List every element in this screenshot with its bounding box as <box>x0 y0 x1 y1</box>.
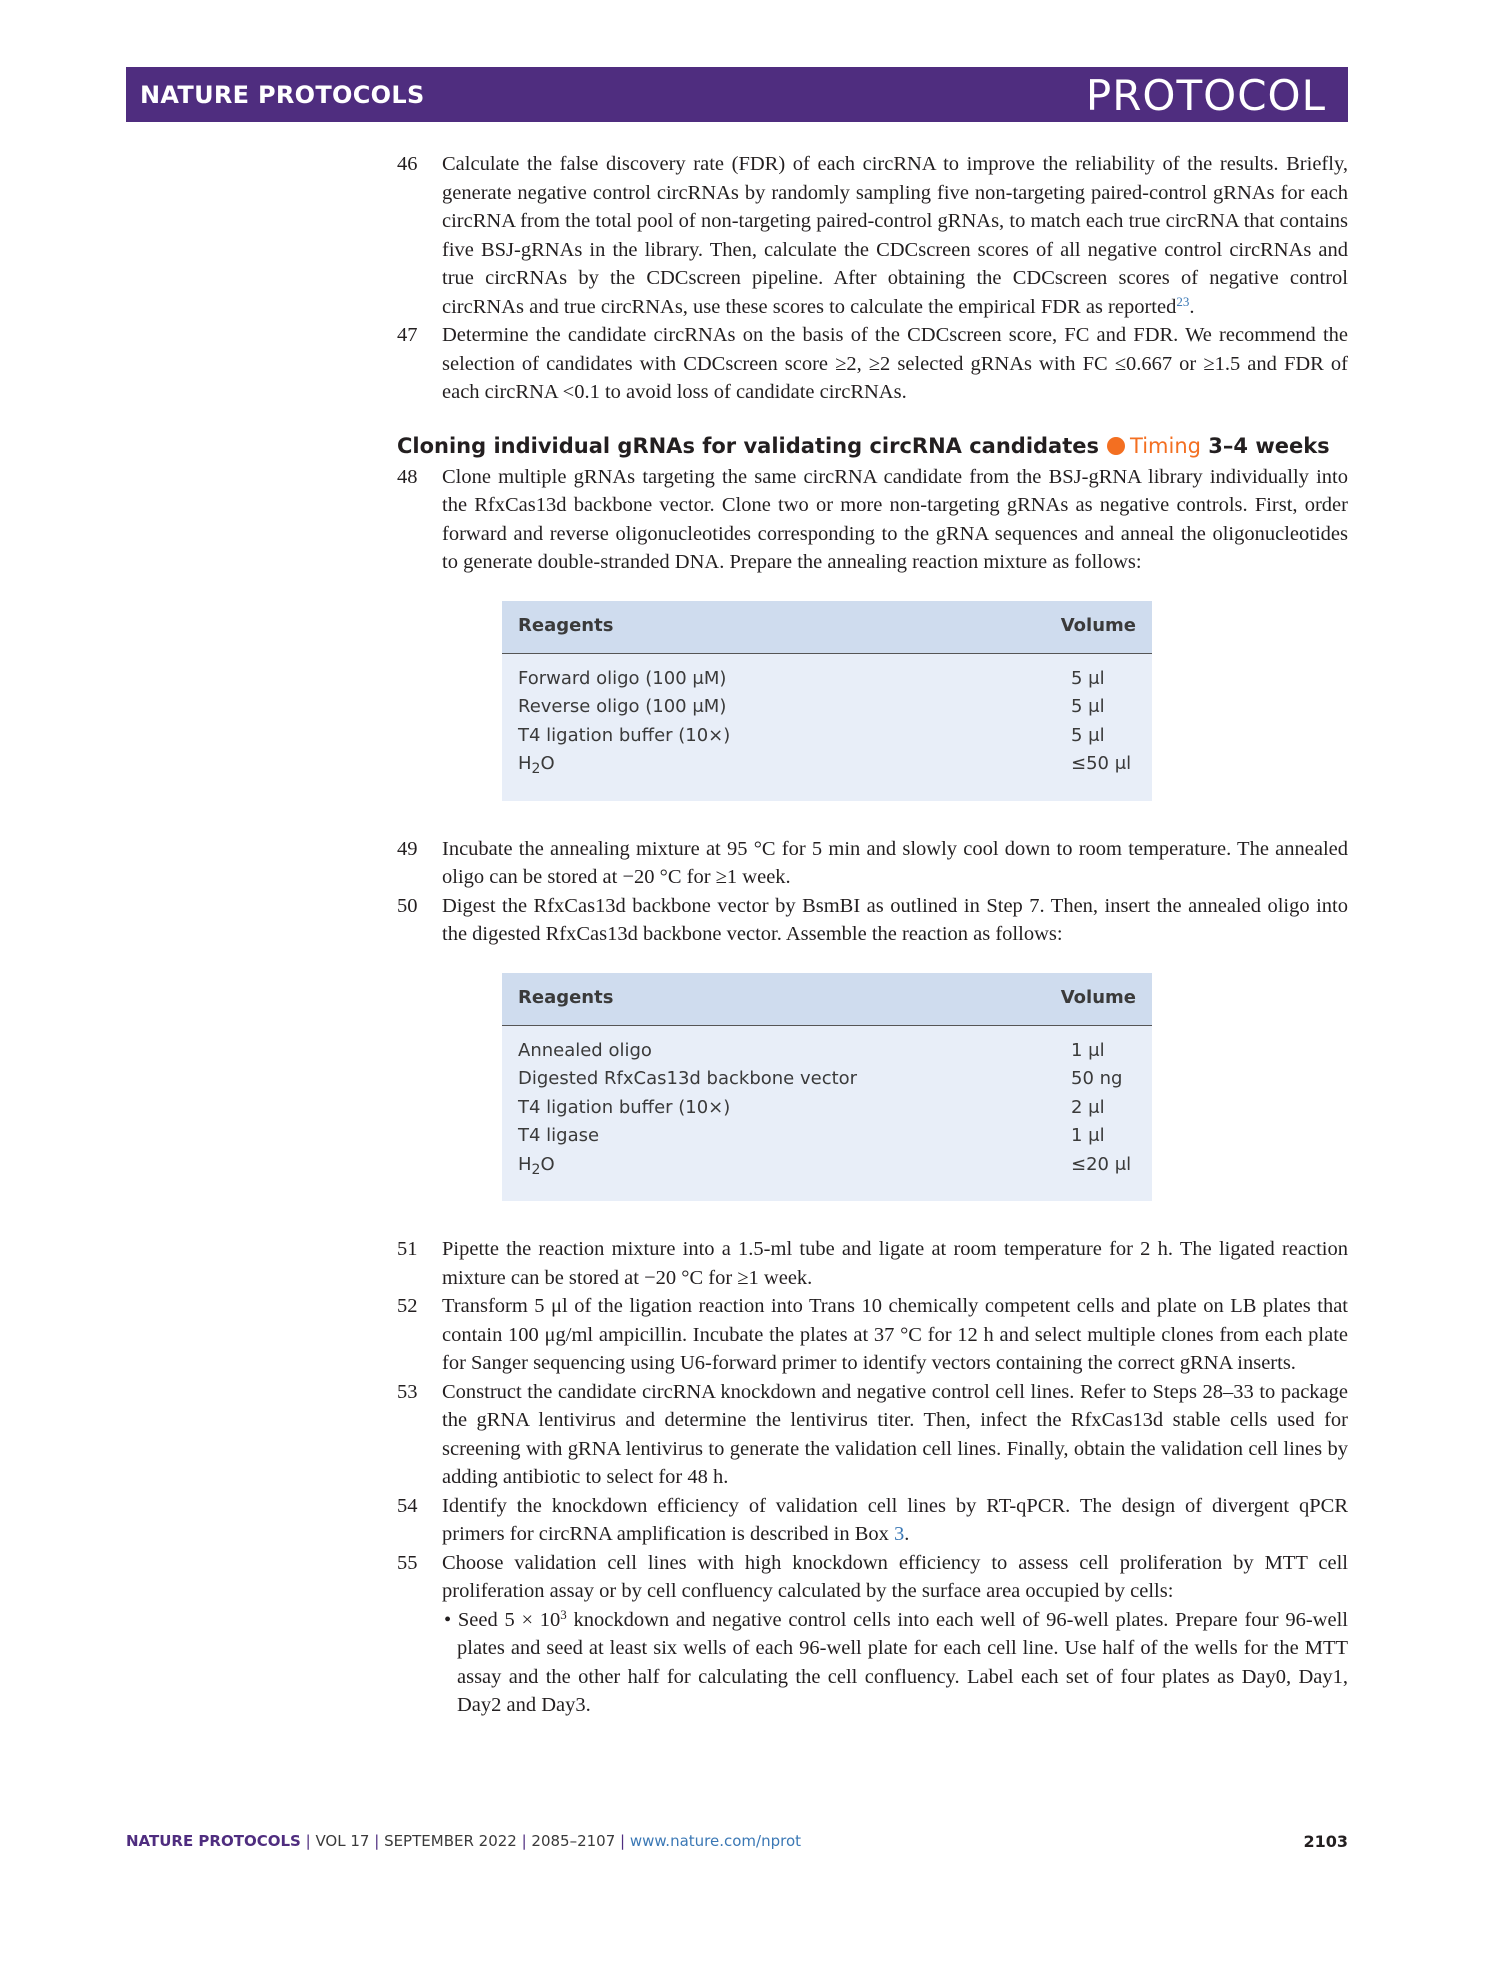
reagent-cell <box>518 750 555 779</box>
formula-tail: O <box>540 753 555 774</box>
step-text: Digest the RfxCas13d backbone vector by BsmBI as outlined in Step 7. Then, insert the annealed oligo into the digested RfxCas13d backbone vector. Assemble the reaction as follows: <box>442 894 1348 945</box>
page-footer: NATURE PROTOCOLS | VOL 17 | SEPTEMBER 2022 | 2085–2107 | www.nature.com/nprot 2103 <box>126 1832 1348 1851</box>
volume-cell: 1 μl <box>1071 1125 1105 1146</box>
footer-url-link[interactable]: www.nature.com/nprot <box>629 1832 802 1850</box>
step-number: 47 <box>397 324 418 346</box>
step-number: 48 <box>397 465 418 488</box>
table-row <box>518 1122 1136 1151</box>
reagent-cell: T4 ligation buffer (10×) <box>518 1096 731 1118</box>
step-number: 55 <box>397 1551 418 1574</box>
step-54 <box>397 1492 1348 1549</box>
column-header-volume: Volume <box>1060 987 1136 1009</box>
step-51 <box>397 1235 1348 1292</box>
bullet-text-post: knockdown and negative control cells into each well of 96-well plates. Prepare four 96-well plates and seed at least six wells of each 96-well plate for each cell line. Use half of the wells for the MTT assay and the other half for calculating the cell confluency. Label each set of four plates as Day0, Day1, Day2 and Day3. <box>457 1608 1348 1716</box>
step-number: 51 <box>397 1238 418 1260</box>
bullet-exponent: 3 <box>560 1606 567 1622</box>
step-49 <box>397 835 1348 892</box>
step-number: 52 <box>397 1295 418 1317</box>
annealing-reaction-table <box>502 601 1152 801</box>
table-row <box>518 693 1136 722</box>
footer-pages: 2085–2107 <box>531 1832 616 1850</box>
timing-label: Timing <box>1130 433 1201 458</box>
page-number: 2103 <box>1303 1832 1348 1851</box>
table-row <box>518 722 1136 751</box>
reagent-cell: Reverse oligo (100 μM) <box>518 696 727 717</box>
timing-dot-icon <box>1107 437 1125 455</box>
table-body <box>502 1026 1152 1202</box>
step-number: 50 <box>397 894 418 917</box>
step-46 <box>397 150 1348 321</box>
step-text: Incubate the annealing mixture at 95 °C for 5 min and slowly cool down to room temperature. The annealed oligo can be stored at −20 °C for ≥1 week. <box>442 837 1348 888</box>
reagent-cell: Forward oligo (100 μM) <box>518 667 727 689</box>
step-number: 46 <box>397 153 418 175</box>
timing-value: 3–4 weeks <box>1208 433 1330 458</box>
table-header <box>502 601 1152 654</box>
formula-tail: O <box>540 1153 555 1175</box>
column-header-reagents: Reagents <box>518 615 614 637</box>
table-body <box>502 654 1152 801</box>
formula-main: H <box>518 753 532 774</box>
section-title: Cloning individual gRNAs for validating circRNA candidates <box>397 433 1100 458</box>
table-header <box>502 973 1152 1026</box>
journal-header-bar <box>126 67 1348 122</box>
step-text: Determine the candidate circRNAs on the basis of the CDCscreen score, FC and FDR. We recommend the selection of candidates with CDCscreen score ≥2, ≥2 selected gRNAs with FC ≤0.667 or ≥1.5 and FDR of each circRNA <0.1 to avoid loss of candidate circRNAs. <box>442 324 1348 403</box>
step-48 <box>397 463 1348 577</box>
step-53 <box>397 1378 1348 1492</box>
reference-link[interactable]: 23 <box>1176 293 1190 309</box>
reagent-cell: Annealed oligo <box>518 1039 652 1061</box>
table-row <box>518 750 1136 779</box>
volume-cell: 50 ng <box>1071 1068 1123 1089</box>
step-55 <box>397 1549 1348 1720</box>
step-text: Clone multiple gRNAs targeting the same circRNA candidate from the BSJ-gRNA library individually into the RfxCas13d backbone vector. Clone two or more non-targeting gRNAs as negative controls. First, order forward and reverse oligonucleotides corresponding to the gRNA sequences and anneal the oligonucleotides to generate double-stranded DNA. Prepare the annealing reaction mixture as follows: <box>442 465 1348 573</box>
step-text-tail: . <box>904 1523 910 1545</box>
step-number: 53 <box>397 1380 418 1403</box>
formula-subscript: 2 <box>531 761 541 777</box>
step-52 <box>397 1292 1348 1378</box>
volume-cell: 2 μl <box>1071 1096 1105 1118</box>
formula-subscript: 2 <box>531 1161 541 1178</box>
step-text: Pipette the reaction mixture into a 1.5-ml tube and ligate at room temperature for 2 h. The ligated reaction mixture can be stored at −20 °C for ≥1 week. <box>442 1238 1348 1289</box>
volume-cell: ≤50 μl <box>1071 753 1132 774</box>
volume-cell: 5 μl <box>1071 724 1105 746</box>
table-row <box>518 1094 1136 1123</box>
article-type: PROTOCOL <box>1085 71 1326 120</box>
journal-name: NATURE PROTOCOLS <box>140 81 425 109</box>
formula-main: H <box>518 1153 532 1175</box>
box-link[interactable]: 3 <box>894 1523 905 1545</box>
step-text-tail: . <box>1189 295 1195 318</box>
step-text: Identify the knockdown efficiency of validation cell lines by RT-qPCR. The design of divergent qPCR primers for circRNA amplification is described in Box <box>442 1494 1348 1545</box>
reagent-cell: Digested RfxCas13d backbone vector <box>518 1068 858 1089</box>
footer-date: SEPTEMBER 2022 <box>384 1832 517 1850</box>
main-content <box>397 150 1348 1720</box>
step-text: Transform 5 μl of the ligation reaction into Trans 10 chemically competent cells and plate on LB plates that contain 100 μg/ml ampicillin. Incubate the plates at 37 °C for 12 h and select multiple clones from each plate for Sanger sequencing using U6-forward primer to identify vectors containing the correct gRNA inserts. <box>442 1295 1348 1374</box>
step-number: 54 <box>397 1494 418 1517</box>
step-number: 49 <box>397 837 418 860</box>
footer-journal: NATURE PROTOCOLS <box>126 1832 301 1850</box>
volume-cell: 1 μl <box>1071 1039 1105 1061</box>
ligation-reaction-table <box>502 973 1152 1202</box>
volume-cell: 5 μl <box>1071 667 1105 689</box>
step-text: Calculate the false discovery rate (FDR) of each circRNA to improve the reliability of the results. Briefly, generate negative control circRNAs by randomly sampling five non-targeting paired-control gRNAs for each circRNA from the total pool of non-targeting paired-control gRNAs, to match each true circRNA that contains five BSJ-gRNAs in the library. Then, calculate the CDCscreen scores of all negative control circRNAs and true circRNAs by the CDCscreen pipeline. After obtaining the CDCscreen scores of negative control circRNAs and true circRNAs, use these scores to calculate the empirical FDR as reported <box>442 153 1348 318</box>
volume-cell: ≤20 μl <box>1071 1153 1132 1175</box>
column-header-reagents: Reagents <box>518 987 614 1009</box>
column-header-volume: Volume <box>1060 615 1136 637</box>
bullet-text-pre: Seed 5 × 10 <box>457 1608 561 1631</box>
reagent-cell: T4 ligation buffer (10×) <box>518 724 731 746</box>
table-row <box>518 1151 1136 1180</box>
table-row <box>518 1037 1136 1066</box>
bullet-item: • Seed $5 \times 10^3$ knockdown and negative control cells into each well of 96-well plates. Prepare four 96-well plates and seed at least six wells of each 96-well plate for each cell line. Use half of the wells for the MTT assay and the other half for calculating the cell confluency. Label each set of four plates as Day0, Day1, Day2 and Day3. <box>444 1606 1348 1716</box>
table-row <box>518 665 1136 694</box>
footer-volume: VOL 17 <box>315 1832 370 1850</box>
step-50 <box>397 892 1348 949</box>
reagent-cell <box>518 1151 555 1180</box>
volume-cell: 5 μl <box>1071 696 1105 717</box>
table-row <box>518 1065 1136 1094</box>
step-47 <box>397 321 1348 407</box>
section-heading <box>397 431 1348 461</box>
step-text: Choose validation cell lines with high knockdown efficiency to assess cell proliferation by MTT cell proliferation assay or by cell confluency calculated by the surface area occupied by cells: <box>442 1551 1348 1602</box>
step-text: Construct the candidate circRNA knockdown and negative control cell lines. Refer to Steps 28–33 to package the gRNA lentivirus and determine the lentivirus titer. Then, infect the RfxCas13d stable cells used for screening with gRNA lentivirus to generate the validation cell lines. Finally, obtain the validation cell lines by adding antibiotic to select for 48 h. <box>442 1380 1348 1488</box>
reagent-cell: T4 ligase <box>518 1125 600 1146</box>
